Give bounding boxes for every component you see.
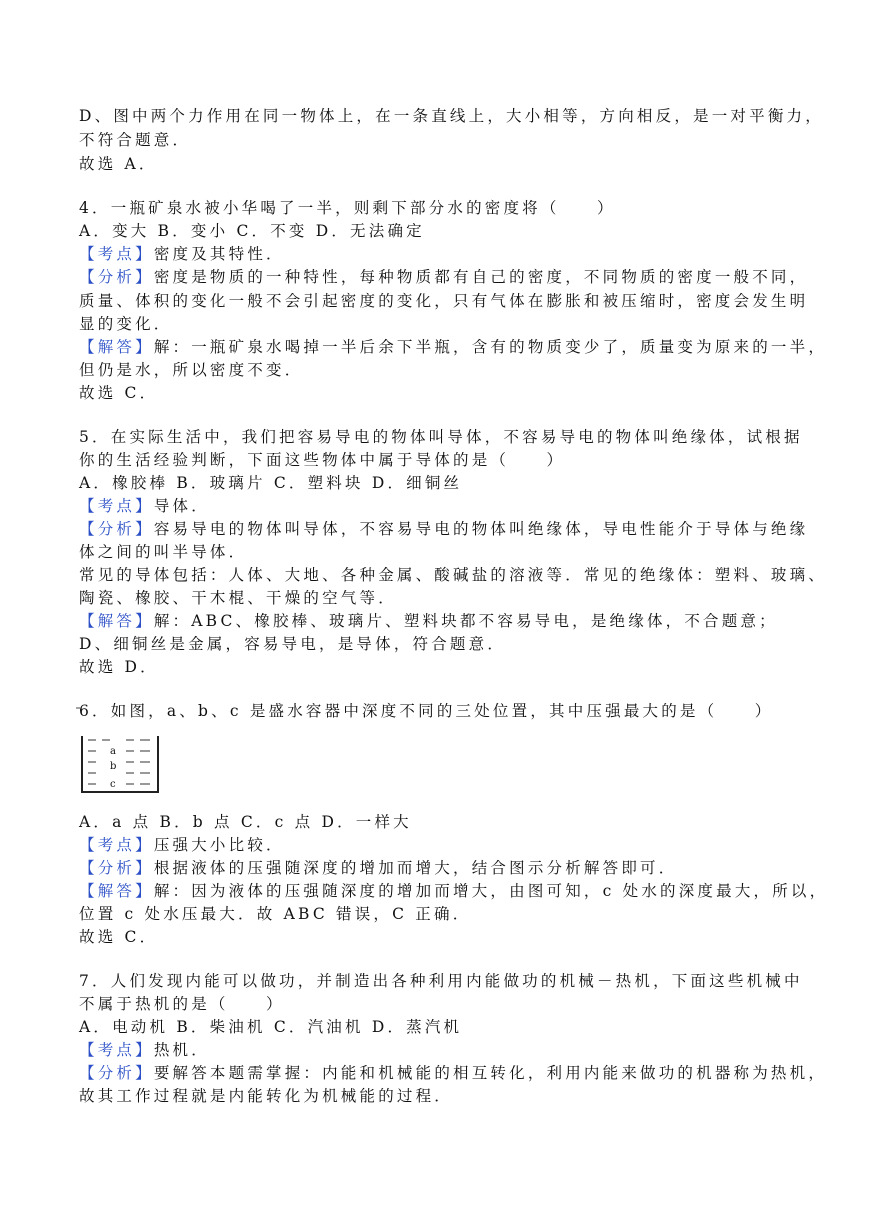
q6-fenxi-tag: 【分析】 bbox=[79, 859, 154, 877]
q6-fenxi-text: 根据液体的压强随深度的增加而增大，结合图示分析解答即可． bbox=[153, 859, 678, 877]
q4-kaodian bbox=[79, 243, 795, 265]
q4-kaodian-tag: 【考点】 bbox=[79, 245, 154, 263]
q4-kaodian-text: 密度及其特性． bbox=[153, 245, 285, 263]
q7-stem-line1: 7．人们发现内能可以做功，并制造出各种利用内能做功的机械－热机，下面这些机械中 bbox=[79, 972, 803, 990]
q7-fenxi-line2: 故其工作过程就是内能转化为机械能的过程． bbox=[79, 1087, 454, 1105]
q4-options: A．变大 B．变小 C．不变 D．无法确定 bbox=[79, 222, 425, 240]
q6-fenxi bbox=[79, 857, 795, 879]
point-c-label: c bbox=[110, 779, 116, 790]
q6-kaodian-tag: 【考点】 bbox=[79, 836, 154, 854]
q6-kaodian-text: 压强大小比较． bbox=[153, 836, 285, 854]
q6-jieda-line1 bbox=[79, 880, 829, 902]
q4-answer: 故选 C． bbox=[79, 384, 159, 402]
q4-fenxi-tag: 【分析】 bbox=[79, 268, 154, 286]
q5-fenxi-line1 bbox=[79, 518, 809, 540]
q5-options: A．橡胶棒 B．玻璃片 C．塑料块 D．细铜丝 bbox=[79, 474, 463, 492]
q4-jieda-text: 解：一瓶矿泉水喝掉一半后余下半瓶，含有的物质变少了，质量变为原来的一半， bbox=[153, 338, 828, 356]
q6-stem: 6．如图，a、b、c 是盛水容器中深度不同的三处位置，其中压强最大的是（ ） bbox=[79, 702, 774, 720]
q7-kaodian-tag: 【考点】 bbox=[79, 1041, 154, 1059]
q7-options: A．电动机 B．柴油机 C．汽油机 D．蒸汽机 bbox=[79, 1018, 463, 1036]
q6-kaodian bbox=[79, 834, 795, 856]
q7-stem-line2: 不属于热机的是（ ） bbox=[79, 995, 285, 1013]
point-a-label: a bbox=[110, 746, 116, 757]
q4-fenxi-text: 密度是物质的一种特性，每种物质都有自己的密度，不同物质的密度一般不同， bbox=[153, 268, 809, 286]
q4-stem: 4．一瓶矿泉水被小华喝了一半，则剩下部分水的密度将（ ） bbox=[79, 199, 616, 217]
q5-kaodian-tag: 【考点】 bbox=[79, 497, 154, 515]
q5-fenxi-tag: 【分析】 bbox=[79, 520, 154, 538]
q5-kaodian bbox=[79, 495, 795, 517]
water-container-diagram bbox=[80, 734, 160, 794]
q4-fenxi-line2: 质量、体积的变化一般不会引起密度的变化，只有气体在膨胀和被压缩时，密度会发生明 bbox=[79, 292, 809, 310]
q5-stem-line2: 你的生活经验判断，下面这些物体中属于导体的是（ ） bbox=[79, 451, 566, 469]
point-b-label: b bbox=[110, 761, 117, 772]
q4-jieda-line1 bbox=[79, 336, 828, 358]
q3-option-d-line2: 不符合题意． bbox=[79, 131, 192, 149]
q5-answer: 故选 D． bbox=[79, 658, 159, 676]
q3-answer: 故选 A． bbox=[79, 155, 158, 173]
q6-jieda-line2: 位置 c 处水压最大．故 ABC 错误，C 正确． bbox=[79, 905, 472, 923]
q6-options: A．a 点 B．b 点 C．c 点 D．一样大 bbox=[79, 813, 412, 831]
q6-answer: 故选 C． bbox=[79, 928, 159, 946]
q4-fenxi-line3: 显的变化． bbox=[79, 315, 173, 333]
q5-fenxi-line4: 陶瓷、橡胶、干木棍、干燥的空气等． bbox=[79, 589, 397, 607]
q7-fenxi-text: 要解答本题需掌握：内能和机械能的相互转化，利用内能来做功的机器称为热机， bbox=[153, 1064, 828, 1082]
q4-jieda-tag: 【解答】 bbox=[79, 338, 154, 356]
q7-kaodian bbox=[79, 1039, 795, 1061]
q7-fenxi-tag: 【分析】 bbox=[79, 1064, 154, 1082]
q5-fenxi-text: 容易导电的物体叫导体，不容易导电的物体叫绝缘体，导电性能介于导体与绝缘 bbox=[153, 520, 809, 538]
q5-jieda-text: 解：ABC、橡胶棒、玻璃片、塑料块都不容易导电，是绝缘体，不合题意； bbox=[153, 612, 778, 630]
q4-fenxi-line1 bbox=[79, 266, 809, 288]
q6-jieda-tag: 【解答】 bbox=[79, 882, 154, 900]
q5-fenxi-line3: 常见的导体包括：人体、大地、各种金属、酸碱盐的溶液等．常见的绝缘体：塑料、玻璃、 bbox=[79, 566, 828, 584]
q7-fenxi-line1 bbox=[79, 1062, 828, 1084]
q3-option-d-line1: D、图中两个力作用在同一物体上，在一条直线上，大小相等，方向相反，是一对平衡力， bbox=[79, 107, 824, 125]
q6-jieda-text: 解：因为液体的压强随深度的增加而增大，由图可知，c 处水的深度最大，所以， bbox=[153, 882, 829, 900]
q5-jieda-tag: 【解答】 bbox=[79, 612, 154, 630]
q5-kaodian-text: 导体． bbox=[153, 497, 210, 515]
q5-fenxi-line2: 体之间的叫半导体． bbox=[79, 543, 248, 561]
q7-kaodian-text: 热机． bbox=[153, 1041, 210, 1059]
q5-jieda-line2: D、细铜丝是金属，容易导电，是导体，符合题意． bbox=[79, 635, 507, 653]
q5-jieda-line1 bbox=[79, 610, 795, 632]
q5-stem-line1: 5．在实际生活中，我们把容易导电的物体叫导体，不容易导电的物体叫绝缘体，试根据 bbox=[79, 428, 803, 446]
q4-jieda-line2: 但仍是水，所以密度不变． bbox=[79, 361, 304, 379]
